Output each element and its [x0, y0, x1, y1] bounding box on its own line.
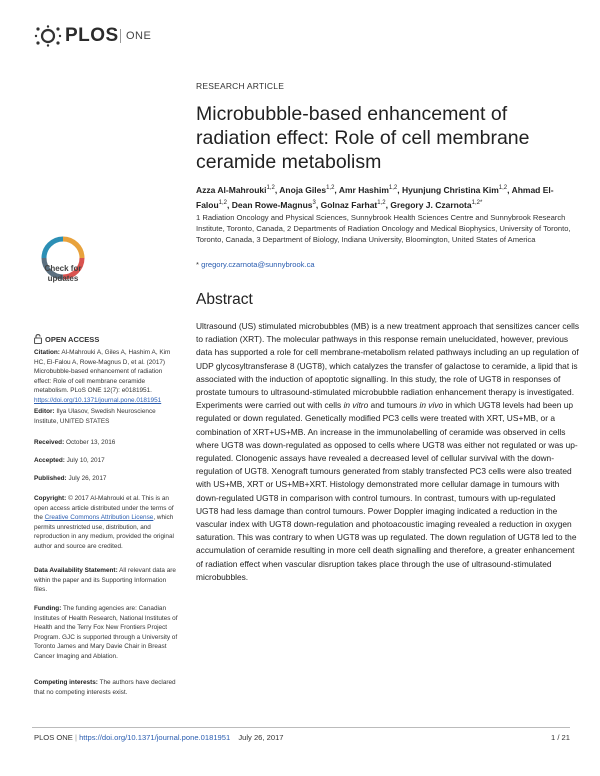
published-block	[34, 474, 180, 484]
logo-divider	[120, 29, 121, 43]
author-affiliation-marker: 1,2*	[471, 199, 483, 206]
check-updates-label	[34, 264, 92, 284]
footer-separator: |	[74, 733, 77, 742]
accepted-date: July 10, 2017	[64, 457, 105, 464]
footer-date: July 26, 2017	[238, 733, 284, 742]
article-type: RESEARCH ARTICLE	[196, 81, 285, 91]
copyright-label: Copyright:	[34, 495, 67, 502]
abstract-heading: Abstract	[196, 291, 253, 308]
citation-doi-link[interactable]: https://doi.org/10.1371/journal.pone.0181951	[34, 396, 162, 404]
accepted-block	[34, 456, 180, 466]
email-link[interactable]: gregory.czarnota@sunnybrook.ca	[201, 260, 315, 269]
author-name: Amr Hashim$^{1,2}$	[338, 184, 398, 195]
author-affiliation-marker: 1,2	[218, 199, 228, 206]
data-availability-block	[34, 566, 180, 595]
published-date: July 26, 2017	[66, 475, 107, 482]
author-affiliation-marker: 3	[312, 199, 316, 206]
plos-one-logo	[34, 24, 154, 48]
affiliations: 1 Radiation Oncology and Physical Sciences, Sunnybrook Health Sciences Centre and Sunnybrook Research Institute, Toronto, Canada, 2 Departments of Radiation Oncology and Medical Biophysics, University of Toronto, Toronto, Canada, 3 Department of Biology, Indiana University, Bloomington, United States of America	[196, 213, 571, 244]
footer-journal: PLOS ONE	[34, 733, 73, 742]
author-list: Azza Al-Mahrouki$^{1,2}$, Anoja Giles$^{1,2}$, Amr Hashim$^{1,2}$, Hyunjung Christina Kim$^{1,2}$, Ahmad El-Falou$^{1,2}$, Dean Rowe-Magnus$^3$, Golnaz Farhat$^{1,2}$, Gregory J. Czarnota$^{1,2*}$	[196, 184, 554, 210]
journal-name: ONE	[126, 30, 152, 42]
author-name: Gregory J. Czarnota$^{1,2*}$	[390, 199, 483, 210]
copyright-text-end: , which permits unrestricted use, distribution, and reproduction in any medium, provided the original author and source are credited.	[34, 514, 174, 550]
open-access-text: OPEN ACCESS	[45, 335, 100, 344]
author-affiliation-marker: 1,2	[377, 199, 386, 206]
corresponding-email[interactable]	[196, 260, 315, 269]
accepted-label: Accepted:	[34, 457, 65, 464]
citation-text: Al-Mahrouki A, Giles A, Hashim A, Kim HC, El-Falou A, Rowe-Magnus D, et al. (2017) Microbubble-based enhancement of radiation effect: Role of cell membrane ceramide metabolism. PLoS ONE 12(7): e0181951.	[34, 349, 171, 395]
author-name: Ahmad El-Falou$^{1,2}$	[196, 184, 554, 210]
received-label: Received:	[34, 439, 65, 446]
competing-interests-block	[34, 678, 180, 697]
author-affiliation-marker: 1,2	[326, 185, 335, 191]
abstract-italic: in vivo	[419, 400, 444, 411]
author-affiliation-marker: 1,2	[266, 185, 275, 191]
abstract-italic: in vitro	[343, 400, 369, 411]
editor-block	[34, 407, 180, 426]
email-marker: *	[196, 260, 199, 269]
editor-text: Ilya Ulasov, Swedish Neuroscience Institute, UNITED STATES	[34, 408, 156, 425]
author-name: Anoja Giles$^{1,2}$	[279, 184, 335, 195]
check-for-updates-badge[interactable]	[34, 236, 92, 294]
open-access-label	[34, 334, 99, 344]
plos-dots-icon	[34, 25, 62, 47]
competing-interests-text: The authors have declared that no competing interests exist.	[34, 679, 176, 696]
funding-label: Funding:	[34, 605, 62, 612]
author-name: Golnaz Farhat$^{1,2}$	[320, 199, 386, 210]
author-name: Dean Rowe-Magnus$^3$	[231, 199, 316, 210]
editor-label: Editor:	[34, 408, 55, 415]
author-name: Azza Al-Mahrouki$^{1,2}$	[196, 184, 275, 195]
data-availability-text: All relevant data are within the paper and its Supporting Information files.	[34, 567, 176, 594]
abstract-text: Ultrasound (US) stimulated microbubbles (MB) is a new treatment approach that sensitizes cancer cells to radiation (XRT). The molecular pathways in this response remain unelucidated, however, previous data has supported a role for cell membrane-metabolism related pathways including an up regulation of UDP glycosyltransferase 8 (UGT8), which catalyzes the transfer of galactose to ceramide, a lipid that is associated with the induction of apoptotic signalling. In this study, the role of UGT8 in responses of prostate tumours to ultrasound-stimulated microbubble radiation enhancement therapy is investigated. Experiments were carried out with cells	[196, 321, 580, 411]
received-date: October 13, 2016	[64, 439, 116, 446]
check-updates-line2: updates	[47, 274, 79, 283]
citation-block	[34, 348, 180, 406]
logo-word: PLOS	[65, 25, 119, 46]
footer-doi-link[interactable]: https://doi.org/10.1371/journal.pone.0181951	[79, 733, 231, 742]
open-lock-icon	[34, 334, 42, 344]
abstract-text: in which UGT8 levels had been up regulated or down regulated. Genetically modified PC3 cells were treated with XRT, US+MB, or a combination of XRT+US+MB. An increase in the immunolabelling of ceramide was observed in cells where UGT8 was down-regulated as opposed to cells where UGT8 was either not regulated or was up-regulated. Clonogenic assays have revealed a decreased level of cellular survival with the down-regulation of UGT8. Xenograft tumours generated from stably transfected PC3 cells were also treated with US+MB, XRT or US+MB+XRT. Histology demonstrated more cellular damage in tumours with down-regulated UGT8 in comparison with control tumours. In contrast, tumours with up-regulated UGT8 had less damage than control tumours. Power Doppler imaging indicated a reduction in the vascular index with UGT8 down-regulation and photoacoustic imaging revealed a reduction in oxygen saturation. This was contrary to when UGT8 was up regulated. The down regulation of UGT8 led to the accumulation of ceramide resulting in more cell death signalling and therefore, a greater enhancement of radiation effect when vascular disruption takes place through the use of ultrasound-stimulated microbubbles.	[196, 400, 578, 582]
funding-text: The funding agencies are: Canadian Institutes of Health Research, National Institutes of Health and the Terry Fox New Frontiers Project Program. GJC is supported through a University of Toronto James and Mary Davie Chair in Breast Cancer Imaging and Ablation.	[34, 605, 178, 660]
author-affiliation-marker: 1,2	[498, 185, 508, 191]
competing-interests-label: Competing interests:	[34, 679, 98, 686]
license-link[interactable]: Creative Commons Attribution License	[44, 514, 154, 522]
funding-block	[34, 604, 180, 662]
check-updates-line1: Check for	[44, 264, 82, 273]
received-block	[34, 438, 180, 448]
page-number: 1 / 21	[551, 733, 570, 742]
abstract-body	[196, 320, 580, 584]
author-name: Hyunjung Christina Kim$^{1,2}$	[401, 184, 508, 195]
page-footer	[34, 733, 284, 742]
published-label: Published:	[34, 475, 67, 482]
footer-rule	[32, 727, 570, 728]
article-title: Microbubble-based enhancement of radiation effect: Role of cell membrane ceramide metabolism	[196, 103, 530, 173]
citation-label: Citation:	[34, 349, 60, 356]
author-affiliation-marker: 1,2	[388, 185, 398, 191]
copyright-block	[34, 494, 180, 552]
data-availability-label: Data Availability Statement:	[34, 567, 118, 574]
abstract-text: and tumours	[368, 400, 420, 411]
copyright-text: © 2017 Al-Mahrouki et al. This is an open access article distributed under the terms of the	[34, 495, 174, 522]
